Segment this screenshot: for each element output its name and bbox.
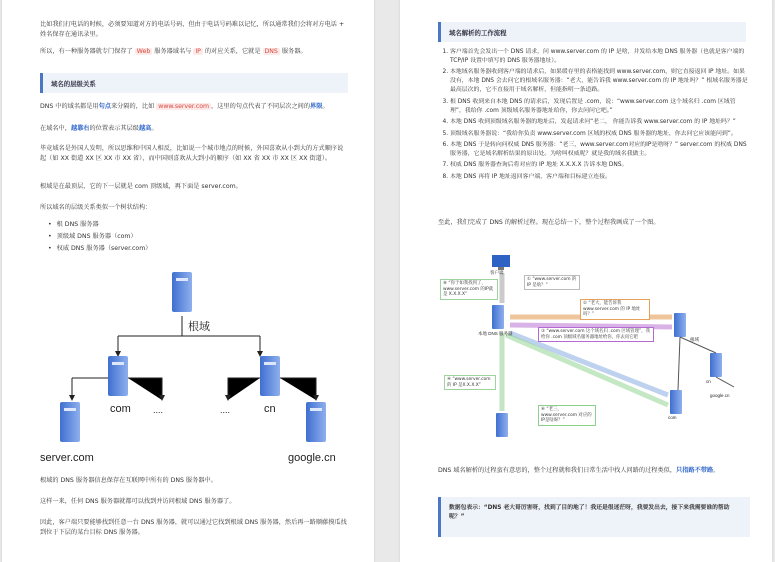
root-label: 根域	[690, 337, 699, 342]
root-domain-label: 根域	[188, 321, 210, 333]
diagram-note: ③ “www.server.com 这个域名归 .com 区域管理”，我给你 .com 顶级域名服务器地址给你，你去问它吧	[538, 327, 654, 342]
diagram-note: ⑥ “老三，www.server.com 对应的IP是啥呀？”	[538, 405, 596, 426]
paragraph: 因此，客户端只要能够找到任意一台 DNS 服务器，就可以通过它找到根域 DNS 服务器，然后再一路顺藤摸瓜找到位于下层的某台目标 DNS 服务器。	[40, 519, 347, 536]
computer-icon	[492, 255, 510, 270]
paragraph: 至此，我们完成了 DNS 的解析过程。现在总结一下，整个过程我画成了一个图。	[438, 219, 660, 226]
right-page	[400, 0, 772, 562]
tip-text: 数据包表示：“DNS 老大哥厉害呀，找到了目的地了！我还是很迷茫呀，我要发出去，接下来我需要谁的帮助呢？”	[449, 505, 730, 520]
paragraph: 根域的 DNS 服务器信息保存在互联网中所有的 DNS 服务器中。	[40, 477, 217, 484]
emphasis: 界限	[310, 103, 323, 110]
ellipsis: ....	[220, 405, 231, 415]
server-icon	[60, 402, 80, 442]
text: ，这里的句点代表了不同层次之间的	[211, 103, 311, 110]
step-item: 7. 权威 DNS 服务器查询后将对应的 IP 地址 X.X.X.X 告诉本地 DNS。	[450, 161, 748, 170]
text: 服务器域名与	[154, 48, 192, 55]
emphasis: 句点	[98, 103, 111, 110]
diagram-note: ⑧ “你于如我找到了，www.server.com 的IP就是 X.X.X.X”	[440, 279, 498, 300]
com-label: com	[668, 415, 677, 420]
server-icon	[674, 313, 686, 337]
server-icon	[492, 305, 504, 329]
diagram-note: ① “www.server.com 的 IP 是啥？”	[524, 275, 580, 290]
text: 的位置表示其层级	[89, 125, 139, 132]
paragraph: 根域是在最顶层，它的下一层就是 com 顶级域，再下面是 server.com。	[40, 183, 242, 190]
step-item: 3. 根 DNS 收到来自本地 DNS 的请求后，发现后置是 .com，说：“www.server.com 这个域名归 .com 区域管理”，我给你 .com 顶级域名服务器地址给你，你去问问它吧。”	[450, 98, 748, 116]
text: 。	[151, 125, 158, 132]
server-icon	[108, 356, 128, 396]
cn-label: cn	[264, 403, 276, 415]
emphasis: 越高	[139, 125, 152, 132]
section-title: 域名解析的工作流程	[449, 29, 507, 37]
server-icon	[260, 356, 280, 396]
paragraph	[40, 102, 348, 112]
paragraph: 这样一来，任何 DNS 服务器就都可以找到并访问根域 DNS 服务器了。	[40, 498, 236, 505]
paragraph	[40, 124, 348, 134]
list-item: • 权威 DNS 服务器（server.com）	[48, 243, 151, 255]
emphasis: 越靠右	[70, 125, 90, 132]
section-heading	[40, 73, 348, 93]
paragraph: 比如我们打电话的时候，必须要知道对方的电话号码，但由于电话号码难以记忆，所以通常我们会将对方电话 + 姓名保存在通讯录里。	[40, 21, 345, 38]
text: DNS 域名解析的过程蛮有意思的，整个过程就和我们日常生活中找人问路的过程类似，	[438, 467, 677, 474]
ellipsis: ....	[153, 405, 164, 415]
paragraph: 所以域名的层级关系类似一个树状结构：	[40, 204, 152, 211]
server-icon	[172, 272, 192, 312]
text: DNS 中的域名都是用	[40, 103, 99, 110]
step-item: 8. 本地 DNS 再将 IP 地址返回客户端，客户端和目标建立连接。	[450, 173, 748, 182]
server-icon	[306, 402, 326, 442]
cn-label: cn	[706, 379, 711, 384]
text: 的对应关系，它就是	[204, 48, 261, 55]
highlight: Web	[136, 48, 151, 55]
emphasis: 只指路不带路	[676, 467, 714, 474]
highlight: www.server.com	[158, 103, 210, 110]
server-icon	[670, 390, 682, 414]
local-dns-label: 本地 DNS 服务器	[478, 331, 513, 336]
highlight: IP	[195, 48, 201, 55]
paragraph	[40, 47, 348, 57]
step-item: 1. 客户端首先会发出一个 DNS 请求，问 www.server.com 的 IP 是啥，并发给本地 DNS 服务器（也就是客户端的 TCP/IP 设置中填写的 DNS 服务器地址）。	[450, 48, 748, 66]
server-icon	[496, 413, 508, 437]
text: 。	[713, 467, 720, 474]
google-label: google.cn	[710, 393, 730, 398]
list-item: • 顶级域 DNS 服务器（com）	[48, 231, 151, 243]
bullet-list	[48, 219, 151, 255]
step-item: 4. 本地 DNS 收到顶级域名服务器的地址后，发起请求问“老二， 你能告诉我 www.server.com 的 IP 地址吗？”	[450, 118, 748, 127]
text: 来分隔的，比如	[110, 103, 155, 110]
client-label: 客户端	[490, 270, 504, 275]
text: 所以，有一种服务器就专门保存了	[40, 48, 133, 55]
google-cn-label: google.cn	[288, 452, 336, 464]
step-item: 2. 本地域名服务器收到客户端的请求后，如果缓存里的表格能找到 www.server.com，则它直接返回 IP 地址。如果没有，本地 DNS 会去问它的根域名服务器：“老大，能告诉我 www.server.com 的 IP 地址吗？” 根域名服务器是最高层次的，它不直接用于域名解析，但能指明一条道路。	[450, 68, 748, 95]
domain-tree-diagram	[32, 268, 352, 468]
list-item: • 根 DNS 服务器	[48, 219, 151, 231]
server-icon	[710, 353, 722, 377]
step-item: 5. 顶级域名服务器说：“我给你负责 www.server.com 区域的权威 DNS 服务器的地址，你去问它应该能问到”。	[450, 130, 748, 139]
step-item: 6. 本地 DNS 于是转向问权威 DNS 服务器：“老三，www.server.com对应的IP是啥呀？” server.com 的权威 DNS 服务器，它是域名解析结果的原出处。为啥叫权威呢？就是我的域名我做主。	[450, 141, 748, 159]
text: 服务器。	[281, 48, 307, 55]
com-label: com	[110, 403, 131, 415]
paragraph: 毕竟域名是外国人发明，所以思维和中国人相反，比如说一个城市地点的时候，外国喜欢从小到大的方式顺序说起（如 XX 街道 XX 区 XX 市 XX 省），而中国则喜欢从大到小的顺序（如 XX 省 XX 市 XX 区 XX 街道）。	[40, 145, 344, 162]
paragraph	[438, 466, 746, 476]
tip-box	[438, 497, 750, 537]
section-title: 域名的层级关系	[51, 80, 96, 88]
diagram-note: ④ “www.server.com 的 IP 是X.X.X.X”	[444, 375, 496, 390]
diagram-note: ② “老大，能告诉我 www.server.com 的 IP 地址吗？”	[580, 299, 650, 320]
left-page	[2, 0, 374, 562]
highlight: DNS	[264, 48, 278, 55]
text: 在域名中，	[40, 125, 71, 132]
text: 。	[322, 103, 329, 110]
steps-list	[450, 48, 748, 184]
server-com-label: server.com	[40, 452, 94, 464]
section-heading	[438, 22, 746, 42]
dns-resolution-diagram	[440, 255, 740, 455]
